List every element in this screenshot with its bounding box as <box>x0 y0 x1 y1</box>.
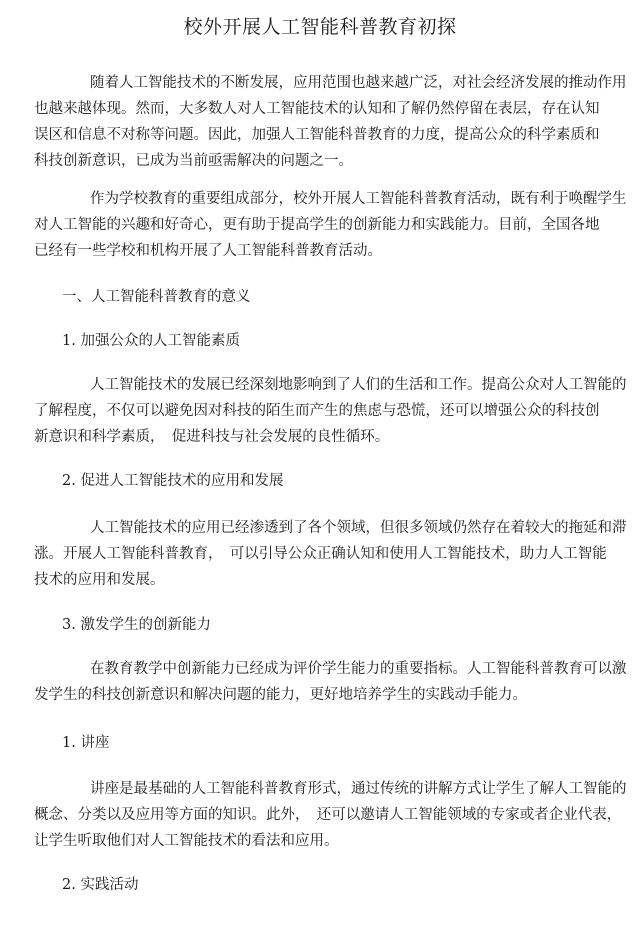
text-line: 了解程度，不仅可以避免因对科技的陌生而产生的焦虑与恐慌，还可以增强公众的科技创 <box>34 403 600 419</box>
text-line: 概念、分类以及应用等方面的知识。此外， 还可以邀请人工智能领域的专家或者企业代表， <box>34 807 622 823</box>
document-title: 校外开展人工智能科普教育初探 <box>183 16 457 38</box>
text-line: 新意识和科学素质， 促进科技与社会发展的良性循环。 <box>34 429 390 445</box>
subsection-paragraph-1 <box>34 372 627 450</box>
text-line: 对人工智能的兴趣和好奇心，更有助于提高学生的创新能力和实践能力。目前，全国各地 <box>34 217 600 233</box>
subsection-paragraph-2 <box>34 515 627 593</box>
text-line: 涨。开展人工智能科普教育， 可以引导公众正确认知和使用人工智能技术，助力人工智能 <box>34 546 607 562</box>
subsection-paragraph-lecture <box>34 776 627 854</box>
text-line: 作为学校教育的重要组成部分，校外开展人工智能科普教育活动，既有利于唤醒学生 <box>90 191 627 207</box>
section-heading: 一、人工智能科普教育的意义 <box>62 289 251 305</box>
text-line: 已经有一些学校和机构开展了人工智能科普教育活动。 <box>34 243 382 259</box>
text-line: 在教育教学中创新能力已经成为评价学生能力的重要指标。人工智能科普教育可以激 <box>90 661 627 677</box>
subsection-heading-practice: 2. 实践活动 <box>62 877 139 893</box>
text-line: 发学生的科技创新意识和解决问题的能力，更好地培养学生的实践动手能力。 <box>34 687 527 703</box>
text-line: 也越来越体现。然而，大多数人对人工智能技术的认知和了解仍然停留在表层，存在认知 <box>34 101 600 117</box>
intro-paragraph-1 <box>34 70 627 174</box>
subsection-heading-1: 1. 加强公众的人工智能素质 <box>62 333 240 349</box>
subsection-paragraph-3 <box>34 656 627 708</box>
subsection-heading-2: 2. 促进人工智能技术的应用和发展 <box>62 473 284 489</box>
subsection-heading-lecture: 1. 讲座 <box>62 735 110 751</box>
text-line: 人工智能技术的发展已经深刻地影响到了人们的生活和工作。提高公众对人工智能的 <box>90 377 627 393</box>
text-line: 人工智能技术的应用已经渗透到了各个领域，但很多领域仍然存在着较大的拖延和滞 <box>90 520 627 536</box>
text-line: 讲座是最基础的人工智能科普教育形式，通过传统的讲解方式让学生了解人工智能的 <box>90 781 627 797</box>
text-line: 随着人工智能技术的不断发展，应用范围也越来越广泛，对社会经济发展的推动作用 <box>90 75 627 91</box>
text-line: 技术的应用和发展。 <box>34 572 165 588</box>
text-line: 让学生听取他们对人工智能技术的看法和应用。 <box>34 833 339 849</box>
text-line: 误区和信息不对称等问题。因此，加强人工智能科普教育的力度，提高公众的科学素质和 <box>34 127 600 143</box>
subsection-heading-3: 3. 激发学生的创新能力 <box>62 617 211 633</box>
text-line: 科技创新意识，已成为当前亟需解决的问题之一。 <box>34 153 353 169</box>
intro-paragraph-2 <box>34 186 627 264</box>
